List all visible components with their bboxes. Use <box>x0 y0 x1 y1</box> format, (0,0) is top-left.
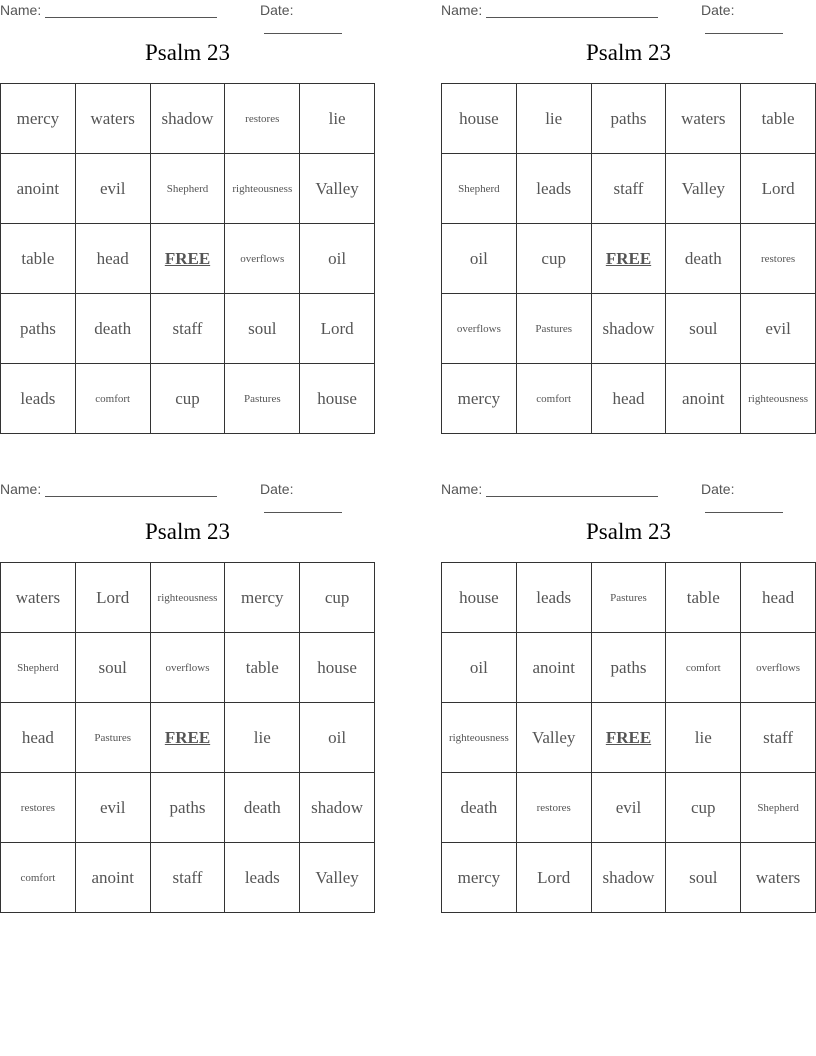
bingo-cell: righteousness <box>741 364 816 434</box>
bingo-cell: table <box>666 563 741 633</box>
bingo-cell: cup <box>516 224 591 294</box>
bingo-cell: staff <box>150 843 225 913</box>
name-label: Name: <box>441 481 483 497</box>
date-line <box>264 498 342 513</box>
bingo-cell: oil <box>300 224 375 294</box>
bingo-cell: Valley <box>300 154 375 224</box>
name-label: Name: <box>0 481 42 497</box>
grid-row <box>442 154 816 224</box>
bingo-cell: table <box>1 224 76 294</box>
bingo-cell: mercy <box>442 843 517 913</box>
bingo-cell: death <box>225 773 300 843</box>
bingo-cell: house <box>442 84 517 154</box>
bingo-cell: soul <box>225 294 300 364</box>
bingo-cell: Pastures <box>75 703 150 773</box>
bingo-cell: Pastures <box>225 364 300 434</box>
free-space: FREE <box>591 224 666 294</box>
bingo-cell: waters <box>1 563 76 633</box>
bingo-cell: paths <box>1 294 76 364</box>
card-title: Psalm 23 <box>586 519 671 544</box>
bingo-card <box>0 0 375 440</box>
bingo-cell: anoint <box>666 364 741 434</box>
date-field <box>701 2 816 34</box>
bingo-card <box>0 479 375 919</box>
bingo-cell: table <box>225 633 300 703</box>
bingo-cell: waters <box>666 84 741 154</box>
bingo-cell: evil <box>75 773 150 843</box>
bingo-cell: Pastures <box>516 294 591 364</box>
bingo-cell: overflows <box>442 294 517 364</box>
date-label: Date: <box>260 2 294 18</box>
bingo-cell: leads <box>225 843 300 913</box>
bingo-cell: lie <box>666 703 741 773</box>
bingo-cell: Shepherd <box>150 154 225 224</box>
date-field <box>260 2 375 34</box>
bingo-cell: soul <box>666 843 741 913</box>
date-label: Date: <box>701 481 735 497</box>
bingo-cell: restores <box>1 773 76 843</box>
grid-row <box>442 84 816 154</box>
grid-row <box>1 224 375 294</box>
bingo-cell: oil <box>442 633 517 703</box>
name-label: Name: <box>0 2 42 18</box>
name-line <box>486 3 658 18</box>
bingo-cell: Shepherd <box>741 773 816 843</box>
bingo-cell: overflows <box>150 633 225 703</box>
card-title: Psalm 23 <box>145 519 230 544</box>
bingo-card <box>441 479 816 919</box>
bingo-cell: restores <box>225 84 300 154</box>
bingo-cell: oil <box>442 224 517 294</box>
bingo-cell: Lord <box>741 154 816 224</box>
card-title: Psalm 23 <box>586 40 671 65</box>
bingo-cell: shadow <box>300 773 375 843</box>
grid-row <box>1 84 375 154</box>
card-header <box>0 479 375 499</box>
bingo-cell: lie <box>225 703 300 773</box>
name-line <box>45 3 217 18</box>
bingo-cell: anoint <box>75 843 150 913</box>
card-header <box>441 0 816 20</box>
bingo-cell: restores <box>516 773 591 843</box>
name-field <box>441 481 658 497</box>
bingo-cell: leads <box>516 154 591 224</box>
bingo-cell: death <box>666 224 741 294</box>
bingo-cell: head <box>1 703 76 773</box>
bingo-cell: comfort <box>75 364 150 434</box>
grid-row <box>442 703 816 773</box>
bingo-grid <box>441 562 816 913</box>
grid-row <box>442 843 816 913</box>
bingo-cell: cup <box>666 773 741 843</box>
name-label: Name: <box>441 2 483 18</box>
grid-row <box>1 364 375 434</box>
bingo-cell: death <box>75 294 150 364</box>
bingo-cell: head <box>741 563 816 633</box>
bingo-cell: mercy <box>1 84 76 154</box>
bingo-cell: overflows <box>225 224 300 294</box>
bingo-cell: leads <box>1 364 76 434</box>
bingo-cell: comfort <box>516 364 591 434</box>
bingo-cell: evil <box>75 154 150 224</box>
bingo-cell: righteousness <box>442 703 517 773</box>
bingo-cell: Pastures <box>591 563 666 633</box>
bingo-cell: waters <box>75 84 150 154</box>
bingo-cell: head <box>591 364 666 434</box>
bingo-cell: shadow <box>591 294 666 364</box>
bingo-cell: overflows <box>741 633 816 703</box>
bingo-cell: Lord <box>516 843 591 913</box>
bingo-cell: shadow <box>150 84 225 154</box>
bingo-cell: paths <box>591 633 666 703</box>
bingo-cell: righteousness <box>225 154 300 224</box>
bingo-cell: cup <box>300 563 375 633</box>
bingo-cell: table <box>741 84 816 154</box>
bingo-cell: evil <box>741 294 816 364</box>
bingo-cell: righteousness <box>150 563 225 633</box>
bingo-cell: Valley <box>516 703 591 773</box>
free-space: FREE <box>150 703 225 773</box>
bingo-cell: mercy <box>442 364 517 434</box>
name-field <box>441 2 658 18</box>
date-line <box>264 19 342 34</box>
bingo-cell: house <box>442 563 517 633</box>
name-line <box>45 482 217 497</box>
bingo-cell: waters <box>741 843 816 913</box>
bingo-cell: cup <box>150 364 225 434</box>
free-space: FREE <box>591 703 666 773</box>
bingo-cell: comfort <box>666 633 741 703</box>
bingo-cell: house <box>300 364 375 434</box>
free-space: FREE <box>150 224 225 294</box>
grid-row <box>442 563 816 633</box>
name-line <box>486 482 658 497</box>
grid-row <box>442 633 816 703</box>
bingo-cell: Valley <box>300 843 375 913</box>
date-field <box>260 481 375 513</box>
card-title: Psalm 23 <box>145 40 230 65</box>
grid-row <box>1 703 375 773</box>
bingo-cell: paths <box>150 773 225 843</box>
date-line <box>705 498 783 513</box>
grid-row <box>1 294 375 364</box>
grid-row <box>442 294 816 364</box>
name-field <box>0 481 217 497</box>
date-field <box>701 481 816 513</box>
bingo-cell: Valley <box>666 154 741 224</box>
bingo-cell: anoint <box>1 154 76 224</box>
bingo-cell: lie <box>516 84 591 154</box>
grid-row <box>1 843 375 913</box>
bingo-cell: shadow <box>591 843 666 913</box>
grid-row <box>442 773 816 843</box>
date-label: Date: <box>701 2 735 18</box>
grid-row <box>1 773 375 843</box>
grid-row <box>1 633 375 703</box>
bingo-cell: restores <box>741 224 816 294</box>
bingo-cell: staff <box>741 703 816 773</box>
grid-row <box>442 364 816 434</box>
bingo-grid <box>0 562 375 913</box>
date-line <box>705 19 783 34</box>
bingo-cell: death <box>442 773 517 843</box>
bingo-cell: mercy <box>225 563 300 633</box>
bingo-cell: paths <box>591 84 666 154</box>
bingo-cell: Shepherd <box>442 154 517 224</box>
card-header <box>441 479 816 499</box>
bingo-cell: lie <box>300 84 375 154</box>
bingo-cell: Shepherd <box>1 633 76 703</box>
grid-row <box>1 154 375 224</box>
bingo-cell: staff <box>591 154 666 224</box>
bingo-cell: evil <box>591 773 666 843</box>
bingo-grid <box>0 83 375 434</box>
card-header <box>0 0 375 20</box>
bingo-cell: soul <box>75 633 150 703</box>
bingo-cell: Lord <box>300 294 375 364</box>
grid-row <box>442 224 816 294</box>
name-field <box>0 2 217 18</box>
bingo-cell: staff <box>150 294 225 364</box>
bingo-cell: head <box>75 224 150 294</box>
bingo-cell: anoint <box>516 633 591 703</box>
bingo-cell: soul <box>666 294 741 364</box>
bingo-cell: comfort <box>1 843 76 913</box>
bingo-cell: Lord <box>75 563 150 633</box>
bingo-card <box>441 0 816 440</box>
date-label: Date: <box>260 481 294 497</box>
bingo-cell: leads <box>516 563 591 633</box>
bingo-cell: house <box>300 633 375 703</box>
grid-row <box>1 563 375 633</box>
bingo-cell: oil <box>300 703 375 773</box>
bingo-grid <box>441 83 816 434</box>
